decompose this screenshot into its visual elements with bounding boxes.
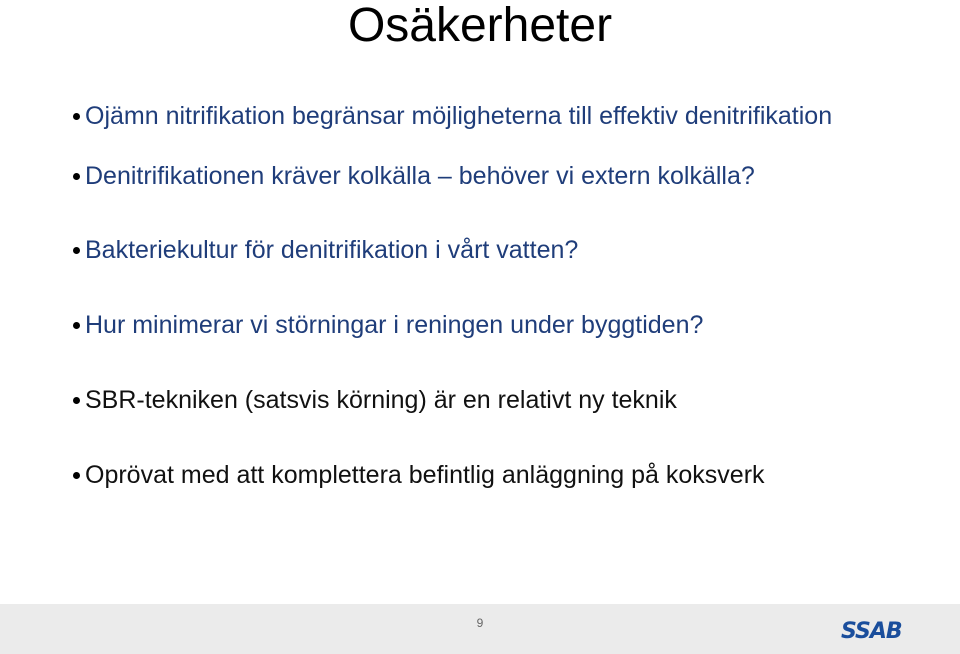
logo-text: SSAB <box>841 619 902 644</box>
bullet-item <box>72 307 942 344</box>
bullet-list <box>72 98 942 494</box>
ssab-logo <box>838 612 914 646</box>
bullet-text: Ojämn nitrifikation begränsar möjligheterna till effektiv denitrifikation <box>85 102 833 130</box>
bullet-text: SBR-tekniken (satsvis körning) är en relativt ny teknik <box>85 386 677 414</box>
bullet-item <box>72 457 942 494</box>
page-number: 9 <box>476 616 484 630</box>
bullet-text: Oprövat med att komplettera befintlig anläggning på koksverk <box>85 461 765 489</box>
bullet-text: Denitrifikationen kräver kolkälla – behöver vi extern kolkälla? <box>85 162 755 190</box>
bullet-text: Hur minimerar vi störningar i reningen under byggtiden? <box>85 311 704 339</box>
bullet-item <box>72 158 942 195</box>
bullet-text: Bakteriekultur för denitrifikation i vårt vatten? <box>85 236 579 264</box>
bullet-item <box>72 98 942 135</box>
slide-title: Osäkerheter <box>347 0 613 52</box>
bullet-item <box>72 382 942 419</box>
bullet-item <box>72 232 942 269</box>
